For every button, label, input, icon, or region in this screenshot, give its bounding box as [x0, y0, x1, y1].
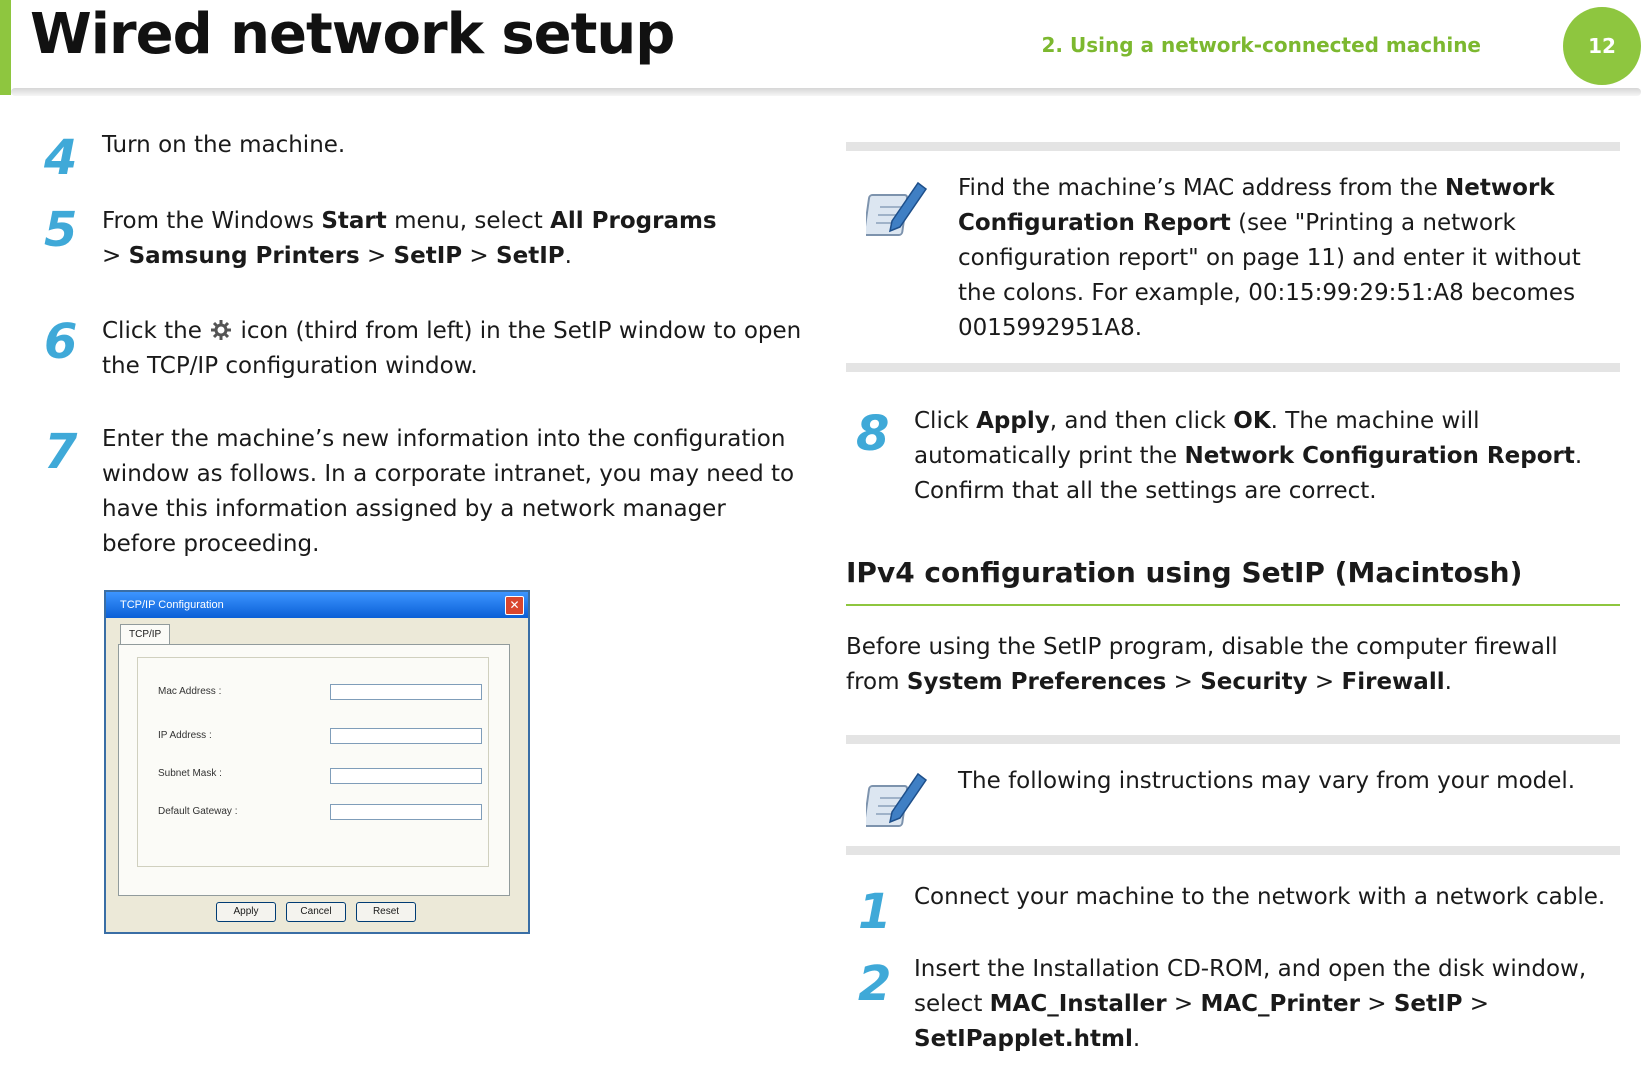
- page-title: Wired network setup: [30, 2, 675, 67]
- tab-tcpip[interactable]: TCP/IP: [120, 624, 170, 645]
- step-text: [102, 422, 802, 562]
- header-divider: [11, 88, 1641, 96]
- default-gateway-field[interactable]: [330, 804, 482, 820]
- step-number: 8: [856, 406, 890, 462]
- chapter-label: 2. Using a network-connected machine: [1041, 33, 1481, 57]
- step-number: 1: [858, 884, 892, 940]
- cancel-button[interactable]: Cancel: [286, 902, 346, 922]
- text-run: Click the: [102, 318, 210, 344]
- bold-term: MAC_Installer: [989, 991, 1167, 1017]
- text-run: . The machine will automatically print the: [914, 408, 1480, 469]
- apply-button[interactable]: Apply: [216, 902, 276, 922]
- bold-term: OK: [1233, 408, 1271, 434]
- text-run: .: [1132, 1026, 1141, 1052]
- text-run: From the Windows: [102, 208, 322, 234]
- bold-term: SetIP: [1393, 991, 1463, 1017]
- note-text: The following instructions may vary from your model.: [958, 768, 1576, 794]
- subnet-mask-label: Subnet Mask :: [158, 768, 222, 779]
- text-run: .: [1444, 669, 1452, 695]
- mac-address-field[interactable]: [330, 684, 482, 700]
- bold-term: Firewall: [1341, 669, 1445, 695]
- mac-address-label: Mac Address :: [158, 686, 222, 697]
- pencil-note-icon: [866, 177, 930, 245]
- gear-icon: [209, 318, 233, 342]
- note-text: [958, 171, 1598, 346]
- text-run: icon (third from left) in the SetIP window to open the TCP/IP configuration window.: [102, 318, 802, 379]
- text-run: menu, select: [386, 208, 551, 234]
- bold-term: SetIPapplet.html: [914, 1026, 1133, 1052]
- dialog-title-bar: [106, 592, 528, 618]
- text-run: , and then click: [1049, 408, 1234, 434]
- text-run: (see "Printing a network configuration report" on page 11) and enter it without the colons. For example, 00:15:99:29:51:A8 becomes 0015992951A8.: [958, 210, 1581, 341]
- dialog-title: TCP/IP Configuration: [120, 599, 224, 611]
- step-number: 7: [44, 424, 78, 480]
- step-text: [914, 880, 1614, 915]
- pencil-note-icon: [866, 768, 930, 836]
- bold-term: Start: [321, 208, 387, 234]
- bold-term: Network Configuration Report: [958, 175, 1555, 236]
- text-run: . Confirm that all the settings are correct.: [914, 443, 1583, 504]
- note-box: [846, 735, 1620, 855]
- bold-term: Samsung Printers: [128, 243, 360, 269]
- text-run: Before using the SetIP program, disable the computer firewall from: [846, 634, 1558, 695]
- dialog-panel: [118, 644, 510, 896]
- close-icon[interactable]: ✕: [505, 596, 524, 615]
- ip-address-label: IP Address :: [158, 730, 212, 741]
- step-text: [102, 204, 742, 274]
- step-number: 5: [44, 202, 78, 258]
- text-run: >: [1359, 991, 1394, 1017]
- bold-term: All Programs: [550, 208, 717, 234]
- text-run: Enter the machine’s new information into the configuration window as follows. In a corporate intranet, you may need to have this information assigned by a network manager before proceeding.: [102, 426, 795, 557]
- bold-term: System Preferences: [906, 669, 1167, 695]
- text-run: Turn on the machine.: [102, 132, 346, 158]
- reset-button[interactable]: Reset: [356, 902, 416, 922]
- section-divider: [846, 604, 1620, 606]
- header-accent-bar: [0, 0, 11, 95]
- step-number: 4: [44, 130, 78, 186]
- step-text: [102, 314, 802, 384]
- note-box: [846, 142, 1620, 372]
- section-intro: [846, 630, 1616, 700]
- text-run: >: [1462, 991, 1490, 1017]
- text-run: Find the machine’s MAC address from the: [958, 175, 1446, 201]
- step-text: [914, 952, 1604, 1057]
- text-run: Insert the Installation CD-ROM, and open the disk window, select: [914, 956, 1587, 1017]
- text-run: >: [1307, 669, 1342, 695]
- text-run: >: [359, 243, 394, 269]
- ip-address-field[interactable]: [330, 728, 482, 744]
- tcpip-configuration-dialog: [104, 590, 530, 934]
- text-run: Connect your machine to the network with a network cable.: [914, 884, 1606, 910]
- text-run: >: [1166, 669, 1201, 695]
- text-run: >: [102, 243, 129, 269]
- bold-term: Apply: [976, 408, 1050, 434]
- step-number: 2: [858, 956, 892, 1012]
- text-run: >: [1166, 991, 1201, 1017]
- step-text: [102, 128, 802, 163]
- page-number-badge: 12: [1563, 7, 1641, 85]
- subnet-mask-field[interactable]: [330, 768, 482, 784]
- section-heading: IPv4 configuration using SetIP (Macintosh): [846, 556, 1523, 589]
- text-run: .: [564, 243, 572, 269]
- step-text: [914, 404, 1614, 509]
- bold-term: SetIP: [496, 243, 565, 269]
- bold-term: Network Configuration Report: [1184, 443, 1575, 469]
- bold-term: SetIP: [393, 243, 463, 269]
- step-number: 6: [44, 314, 78, 370]
- dialog-field-group: [137, 657, 489, 867]
- bold-term: Security: [1200, 669, 1308, 695]
- bold-term: MAC_Printer: [1200, 991, 1360, 1017]
- text-run: Click: [914, 408, 977, 434]
- default-gateway-label: Default Gateway :: [158, 806, 238, 817]
- text-run: >: [462, 243, 497, 269]
